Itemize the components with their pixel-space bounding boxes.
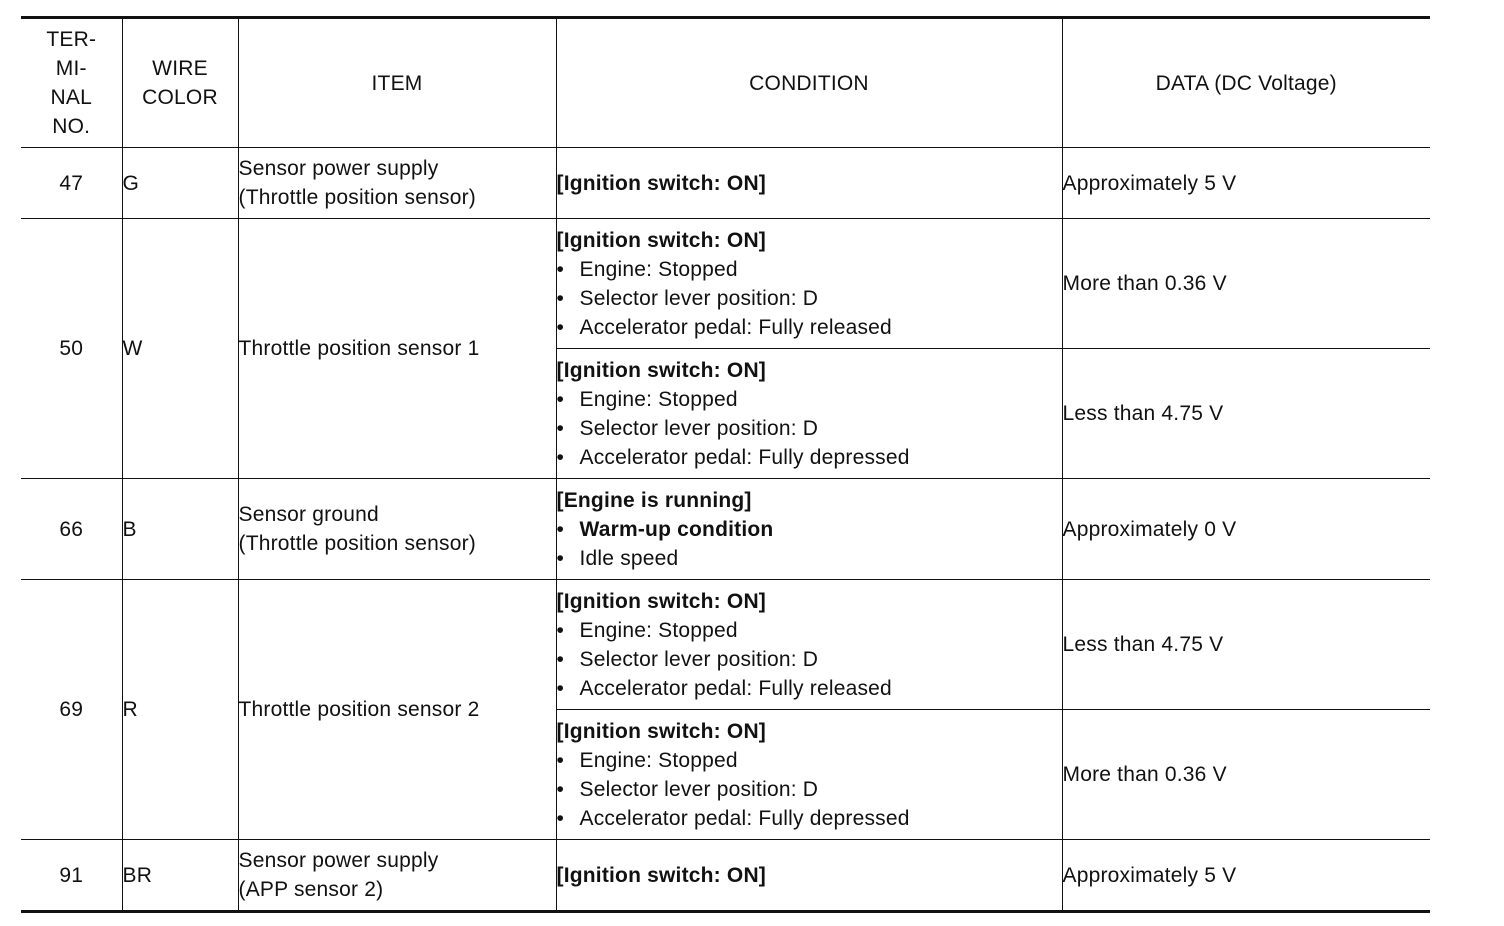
header-wire-color-line: WIRE [152,57,208,80]
condition-bullet [557,544,1062,573]
condition-bullet [557,804,1062,833]
condition-cell [556,349,1062,479]
bullet-icon: • [556,315,565,339]
condition-bullet [557,385,1062,414]
condition-cell [556,710,1062,840]
item-line: Throttle position sensor 1 [238,337,480,360]
table-row [21,580,1430,710]
condition-bullet [557,616,1062,645]
condition-cell [556,840,1062,912]
data-voltage-cell: Less than 4.75 V [1062,580,1430,710]
item-cell [238,840,556,912]
wire-color-cell: BR [122,840,238,912]
condition-heading: [Ignition switch: ON] [556,719,767,743]
condition-heading: [Ignition switch: ON] [556,589,767,613]
condition-bullet-text: Selector lever position: D [579,416,819,440]
item-line: Throttle position sensor 2 [238,698,480,721]
condition-bullet-text: Selector lever position: D [579,777,819,801]
condition-heading: [Engine is running] [556,488,752,512]
header-terminal-no-line: MI- [55,57,87,80]
terminal-number-cell: 50 [21,219,122,479]
wire-color-cell: B [122,479,238,580]
wire-color-cell: R [122,580,238,840]
table-row [21,148,1430,219]
table-row [21,840,1430,912]
condition-bullet [557,255,1062,284]
item-cell [238,479,556,580]
condition-bullet [557,645,1062,674]
condition-bullet-text: Engine: Stopped [579,387,738,411]
table-row [21,479,1430,580]
header-terminal-no [21,18,122,148]
condition-heading: [Ignition switch: ON] [556,228,767,252]
item-line: (Throttle position sensor) [238,186,476,209]
wire-color-cell: G [122,148,238,219]
header-wire-color [122,18,238,148]
item-cell [238,148,556,219]
condition-bullet-text: Warm-up condition [579,517,774,541]
item-cell [238,219,556,479]
header-condition: CONDITION [556,18,1062,148]
condition-cell [556,148,1062,219]
data-voltage-cell: Approximately 0 V [1062,479,1430,580]
terminal-number-cell: 47 [21,148,122,219]
condition-bullet [557,746,1062,775]
bullet-icon: • [556,445,565,469]
bullet-icon: • [556,748,565,772]
item-line: Sensor power supply [238,849,439,872]
condition-bullet [557,284,1062,313]
table-body [21,148,1430,912]
condition-bullet [557,515,1062,544]
bullet-icon: • [556,387,565,411]
condition-bullet-text: Engine: Stopped [579,748,738,772]
data-voltage-cell: Less than 4.75 V [1062,349,1430,479]
condition-bullet-text: Accelerator pedal: Fully released [579,315,892,339]
condition-heading: [Ignition switch: ON] [556,863,767,887]
header-item: ITEM [238,18,556,148]
condition-bullet-text: Engine: Stopped [579,618,738,642]
condition-bullet-text: Selector lever position: D [579,647,819,671]
item-line: (APP sensor 2) [238,878,384,901]
condition-bullet [557,313,1062,342]
table-row [21,219,1430,349]
bullet-icon: • [556,777,565,801]
data-voltage-cell: Approximately 5 V [1062,840,1430,912]
header-data: DATA (DC Voltage) [1062,18,1430,148]
condition-heading: [Ignition switch: ON] [556,171,767,195]
data-voltage-cell: Approximately 5 V [1062,148,1430,219]
condition-bullet [557,443,1062,472]
condition-bullet-text: Selector lever position: D [579,286,819,310]
bullet-icon: • [556,517,565,541]
data-voltage-cell: More than 0.36 V [1062,710,1430,840]
bullet-icon: • [556,647,565,671]
bullet-icon: • [556,286,565,310]
condition-bullet-text: Idle speed [579,546,679,570]
condition-cell [556,219,1062,349]
header-row [21,18,1430,148]
condition-bullet [557,674,1062,703]
bullet-icon: • [556,546,565,570]
condition-bullet-text: Accelerator pedal: Fully depressed [579,445,910,469]
condition-bullet-text: Accelerator pedal: Fully depressed [579,806,910,830]
item-line: Sensor ground [238,503,379,526]
header-terminal-no-line: TER- [46,28,97,51]
wire-color-cell: W [122,219,238,479]
terminal-number-cell: 69 [21,580,122,840]
header-wire-color-line: COLOR [142,86,218,109]
condition-bullet-text: Engine: Stopped [579,257,738,281]
terminal-number-cell: 66 [21,479,122,580]
terminal-number-cell: 91 [21,840,122,912]
item-line: Sensor power supply [238,157,439,180]
terminal-table [21,16,1430,913]
condition-heading: [Ignition switch: ON] [556,358,767,382]
bullet-icon: • [556,416,565,440]
condition-cell [556,580,1062,710]
bullet-icon: • [556,806,565,830]
condition-bullet-text: Accelerator pedal: Fully released [579,676,892,700]
item-line: (Throttle position sensor) [238,532,476,555]
condition-bullet [557,414,1062,443]
condition-cell [556,479,1062,580]
condition-bullet [557,775,1062,804]
bullet-icon: • [556,618,565,642]
header-terminal-no-line: NO. [52,115,91,138]
header-terminal-no-line: NAL [50,86,92,109]
bullet-icon: • [556,676,565,700]
data-voltage-cell: More than 0.36 V [1062,219,1430,349]
item-cell [238,580,556,840]
bullet-icon: • [556,257,565,281]
